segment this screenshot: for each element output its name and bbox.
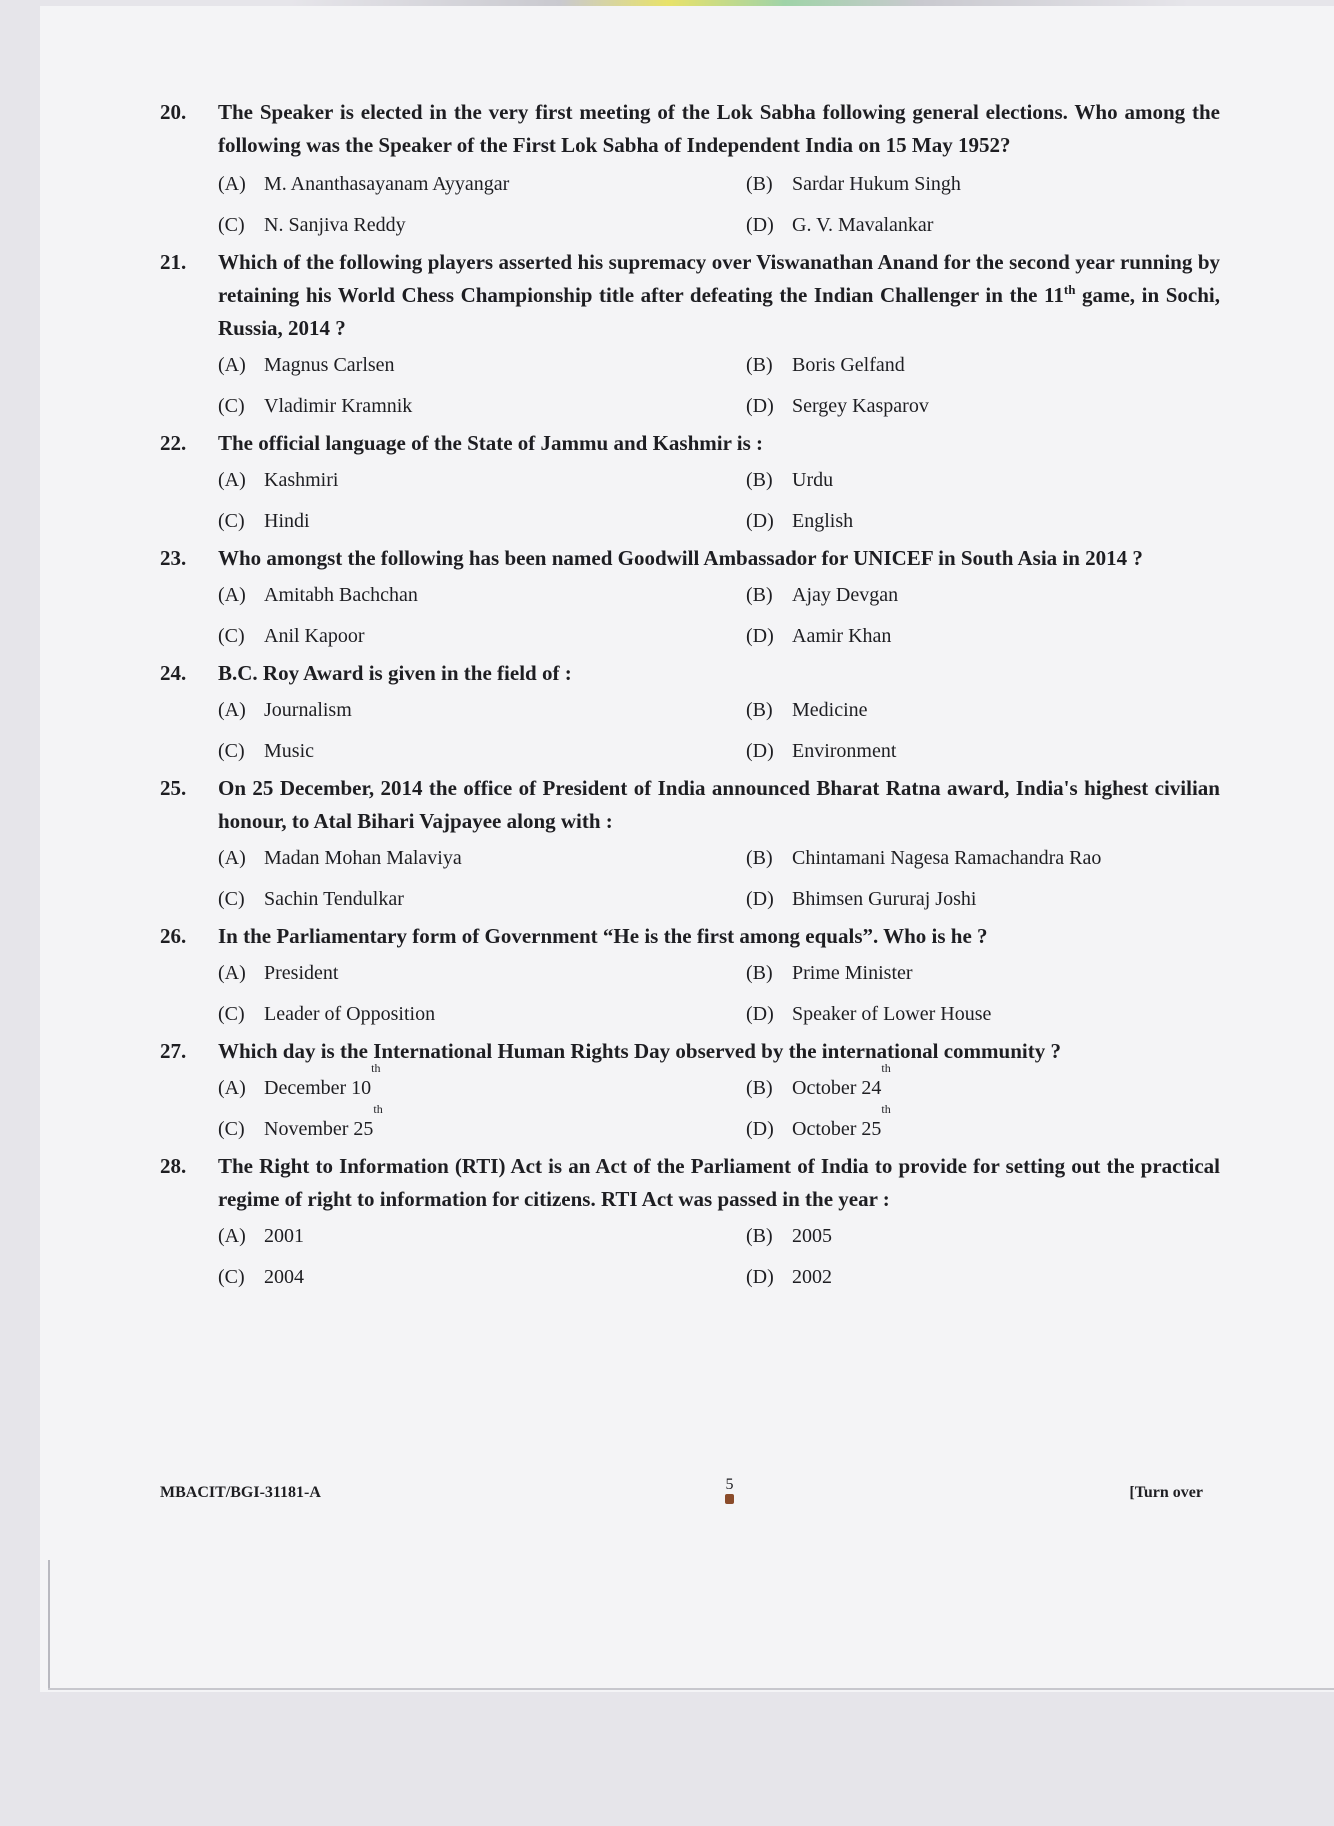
option-d [746,879,1226,920]
option-d [746,386,1226,427]
option-text: Prime Minister [792,962,913,984]
option-b [746,575,1226,616]
option-text: December 10 [264,1077,372,1099]
option-letter: (D) [746,1003,774,1025]
option-text: Medicine [792,699,868,721]
sheet-edge [48,1688,1334,1690]
option-letter: (D) [746,888,774,910]
option-text: M. Ananthasayanam Ayyangar [264,173,510,195]
option-text: Ajay Devgan [792,584,899,606]
option-a [218,460,746,501]
question-header [160,246,1220,345]
option-c [218,879,746,920]
option-text: Leader of Opposition [264,1003,436,1025]
option-letter: (A) [218,173,246,195]
sheet-edge [48,1560,50,1688]
option-c [218,501,746,542]
options-grid [218,690,1220,772]
option-text: Boris Gelfand [792,354,905,376]
option-text: President [264,962,339,984]
option-d [746,731,1226,772]
question-number: 21. [160,250,187,274]
question-number: 20. [160,100,187,124]
question-27 [160,1035,1220,1150]
option-text: Sardar Hukum Singh [792,173,961,195]
question-header [160,1150,1220,1216]
turn-over-note: [Turn over [1129,1484,1203,1501]
question-header [160,1035,1220,1068]
option-c [218,994,746,1035]
option-b [746,690,1226,731]
option-c [218,1102,746,1150]
option-text: November 25 [264,1118,374,1140]
option-text: Amitabh Bachchan [264,584,418,606]
option-d [746,501,1226,542]
option-letter: (B) [746,847,773,869]
question-header [160,427,1220,460]
option-c [218,616,746,657]
ordinal-suffix: th [881,1102,891,1116]
option-a [218,690,746,731]
option-text: G. V. Mavalankar [792,214,934,236]
question-23 [160,542,1220,657]
option-d [746,616,1226,657]
option-c [218,731,746,772]
option-a [218,838,746,879]
option-letter: (C) [218,1266,245,1288]
option-c [218,205,746,246]
question-21 [160,246,1220,427]
option-letter: (C) [218,1118,245,1140]
option-letter: (B) [746,1225,773,1247]
question-text: In the Parliamentary form of Government “He is the first among equals”. Who is he ? [218,924,988,948]
option-text: Journalism [264,699,352,721]
question-text: On 25 December, 2014 the office of President of India announced Bharat Ratna award, India's highest civilian honour, to Atal Bihari Vajpayee along with : [218,776,1220,833]
question-text-part: Which of the following players asserted his supremacy over Viswanathan Anand for the second year running by retaining his World Chess Championship title after defeating the Indian Challenger in the 11 [218,250,1220,307]
question-header [160,772,1220,838]
question-24 [160,657,1220,772]
option-letter: (B) [746,699,773,721]
option-text: 2002 [792,1266,832,1288]
paper-code: MBACIT/BGI-31181-A [160,1484,321,1501]
question-text: Who amongst the following has been named Goodwill Ambassador for UNICEF in South Asia in 2014 ? [218,546,1143,570]
option-text: Speaker of Lower House [792,1003,992,1025]
option-text: Music [264,740,314,762]
option-text: Anil Kapoor [264,625,365,647]
question-28 [160,1150,1220,1298]
ink-mark [725,1494,734,1504]
question-text: The Speaker is elected in the very first meeting of the Lok Sabha following general elections. Who among the following was the Speaker of the First Lok Sabha of Independent India on 15 May 1952? [218,100,1220,157]
option-text: Vladimir Kramnik [264,395,413,417]
option-b [746,1061,1226,1109]
option-text: Bhimsen Gururaj Joshi [792,888,977,910]
question-text: The Right to Information (RTI) Act is an Act of the Parliament of India to provide for setting out the practical regime of right to information for citizens. RTI Act was passed in the year : [218,1154,1220,1211]
option-b [746,838,1226,879]
ordinal-suffix: th [1063,282,1076,297]
option-letter: (D) [746,740,774,762]
option-d [746,994,1226,1035]
option-b [746,953,1226,994]
option-text: October 24 [792,1077,882,1099]
question-header [160,96,1220,162]
option-letter: (A) [218,1077,246,1099]
question-number: 22. [160,431,187,455]
option-a [218,1061,746,1109]
scan-top-stripe [290,0,1190,6]
option-letter: (C) [218,740,245,762]
option-text: Sachin Tendulkar [264,888,404,910]
ordinal-suffix: th [881,1061,891,1075]
question-number: 27. [160,1039,187,1063]
option-letter: (D) [746,1118,774,1140]
question-25 [160,772,1220,920]
option-c [218,386,746,427]
option-b [746,460,1226,501]
option-letter: (A) [218,847,246,869]
option-letter: (C) [218,510,245,532]
question-text: Which day is the International Human Rights Day observed by the international community ? [218,1039,1061,1063]
option-a [218,953,746,994]
option-d [746,1102,1226,1150]
option-text: 2005 [792,1225,832,1247]
option-letter: (A) [218,354,246,376]
question-number: 28. [160,1154,187,1178]
options-grid [218,575,1220,657]
option-a [218,164,746,205]
question-text-part: game, in Sochi, Russia, 2014 ? [218,283,1220,340]
options-grid [218,1061,1220,1150]
option-letter: (D) [746,395,774,417]
option-text: Hindi [264,510,310,532]
option-text: October 25 [792,1118,882,1140]
ordinal-suffix: th [373,1102,383,1116]
option-b [746,1216,1226,1257]
option-a [218,1216,746,1257]
option-letter: (C) [218,625,245,647]
option-a [218,345,746,386]
options-grid [218,164,1220,246]
option-c [218,1257,746,1298]
question-list [160,96,1220,1298]
option-d [746,205,1226,246]
question-number: 25. [160,776,187,800]
option-d [746,1257,1226,1298]
option-letter: (D) [746,214,774,236]
option-letter: (A) [218,699,246,721]
option-letter: (B) [746,1077,773,1099]
question-number: 24. [160,661,187,685]
option-letter: (C) [218,1003,245,1025]
question-20 [160,96,1220,246]
page-number [725,1476,734,1504]
ordinal-suffix: th [371,1061,381,1075]
option-text: 2001 [264,1225,304,1247]
question-text: B.C. Roy Award is given in the field of : [218,661,572,685]
options-grid [218,1216,1220,1298]
question-header [160,920,1220,953]
option-text: Chintamani Nagesa Ramachandra Rao [792,847,1102,869]
options-grid [218,953,1220,1035]
option-text: Kashmiri [264,469,339,491]
question-22 [160,427,1220,542]
question-text: The official language of the State of Jammu and Kashmir is : [218,431,764,455]
option-text: English [792,510,854,532]
option-letter: (A) [218,584,246,606]
option-letter: (C) [218,888,245,910]
option-letter: (D) [746,510,774,532]
options-grid [218,460,1220,542]
option-text: N. Sanjiva Reddy [264,214,406,236]
option-b [746,164,1226,205]
option-letter: (A) [218,469,246,491]
question-text [218,246,1220,345]
option-a [218,575,746,616]
question-number: 26. [160,924,187,948]
option-text: Environment [792,740,897,762]
option-letter: (D) [746,625,774,647]
option-text: Magnus Carlsen [264,354,395,376]
option-letter: (C) [218,214,245,236]
options-grid [218,838,1220,920]
option-letter: (A) [218,1225,246,1247]
option-text: Sergey Kasparov [792,395,929,417]
option-text: 2004 [264,1266,304,1288]
option-letter: (C) [218,395,245,417]
option-letter: (B) [746,962,773,984]
option-letter: (B) [746,469,773,491]
question-header [160,542,1220,575]
options-grid [218,345,1220,427]
option-letter: (B) [746,173,773,195]
option-text: Urdu [792,469,834,491]
option-text: Aamir Khan [792,625,892,647]
question-number: 23. [160,546,187,570]
question-26 [160,920,1220,1035]
option-text: Madan Mohan Malaviya [264,847,462,869]
option-letter: (A) [218,962,246,984]
option-letter: (B) [746,354,773,376]
option-letter: (D) [746,1266,774,1288]
question-header [160,657,1220,690]
page-number-text: 5 [725,1476,734,1493]
option-letter: (B) [746,584,773,606]
option-b [746,345,1226,386]
